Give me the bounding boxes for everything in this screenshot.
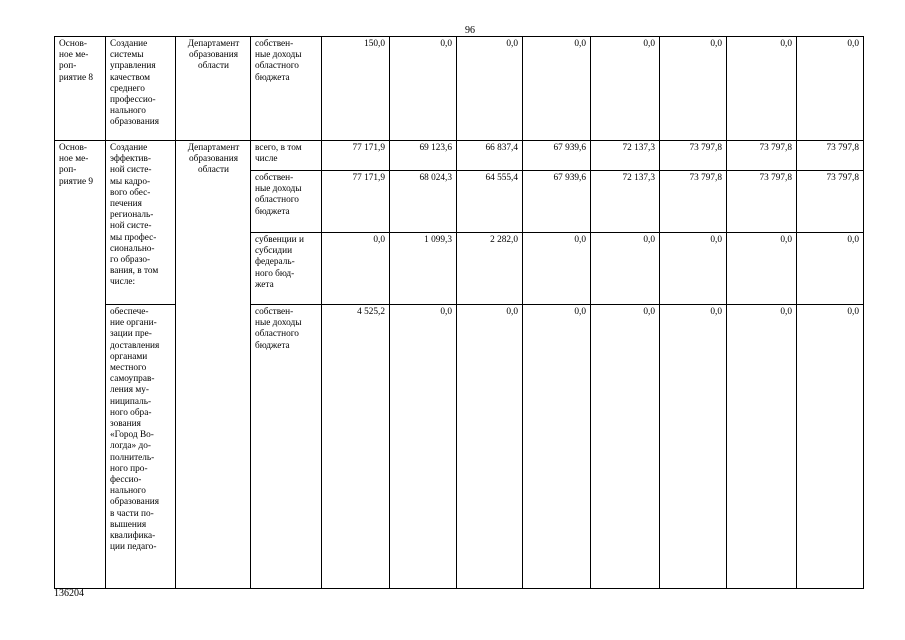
value-cell: 0,0 <box>390 305 457 589</box>
value-cell: 0,0 <box>591 233 660 305</box>
value-cell: 0,0 <box>457 37 523 141</box>
value-cell: 66 837,4 <box>457 141 523 171</box>
value-cell: 150,0 <box>322 37 390 141</box>
measure-9-title: Создание эффектив- ной систе- мы кадро- вого обес- печения региональ- ной систе- мы профес- сионально- го образо- вания, в том числе: <box>106 141 176 305</box>
value-cell: 0,0 <box>727 233 797 305</box>
value-cell: 0,0 <box>727 305 797 589</box>
source-cell: всего, в том числе <box>251 141 322 171</box>
value-cell: 77 171,9 <box>322 171 390 233</box>
value-cell: 73 797,8 <box>727 141 797 171</box>
value-cell: 0,0 <box>523 37 591 141</box>
value-cell: 72 137,3 <box>591 171 660 233</box>
value-cell: 0,0 <box>390 37 457 141</box>
value-cell: 73 797,8 <box>797 171 864 233</box>
value-cell: 0,0 <box>797 305 864 589</box>
measure-8-source: собствен- ные доходы областного бюджета <box>251 37 322 141</box>
table-row-measure-8 <box>55 37 864 141</box>
value-cell: 2 282,0 <box>457 233 523 305</box>
value-cell: 4 525,2 <box>322 305 390 589</box>
value-cell: 0,0 <box>797 37 864 141</box>
measure-8-name: Основ- ное ме- роп- риятие 8 <box>55 37 106 141</box>
value-cell: 72 137,3 <box>591 141 660 171</box>
source-cell: собствен- ные доходы областного бюджета <box>251 171 322 233</box>
value-cell: 0,0 <box>523 305 591 589</box>
source-cell: субвенции и субсидии федераль- ного бюд- жета <box>251 233 322 305</box>
value-cell: 67 939,6 <box>523 141 591 171</box>
value-cell: 0,0 <box>660 305 727 589</box>
budget-table <box>54 36 864 589</box>
measure-8-title: Создание системы управления качеством среднего профессио- нального образования <box>106 37 176 141</box>
value-cell: 73 797,8 <box>660 141 727 171</box>
page-number: 96 <box>465 25 475 36</box>
document-code: 136204 <box>54 588 84 599</box>
measure-9-department: Департамент образования области <box>176 141 251 589</box>
value-cell: 73 797,8 <box>660 171 727 233</box>
measure-8-department: Департамент образования области <box>176 37 251 141</box>
value-cell: 67 939,6 <box>523 171 591 233</box>
value-cell: 73 797,8 <box>797 141 864 171</box>
value-cell: 0,0 <box>660 233 727 305</box>
table-row-measure-9-total <box>55 141 864 171</box>
source-cell: собствен- ные доходы областного бюджета <box>251 305 322 589</box>
measure-9-sub-title: обеспече- ние органи- зации пре- доставления органами местного самоуправ- ления му- ниципаль- ного обра- зования «Город Во- логда» до- полнитель- ного про- фессио- нального образования в части по- вышения квалифика- ции педаго- <box>106 305 176 589</box>
value-cell: 0,0 <box>457 305 523 589</box>
value-cell: 64 555,4 <box>457 171 523 233</box>
value-cell: 0,0 <box>322 233 390 305</box>
value-cell: 0,0 <box>523 233 591 305</box>
value-cell: 0,0 <box>591 37 660 141</box>
value-cell: 1 099,3 <box>390 233 457 305</box>
value-cell: 0,0 <box>660 37 727 141</box>
value-cell: 69 123,6 <box>390 141 457 171</box>
value-cell: 73 797,8 <box>727 171 797 233</box>
value-cell: 0,0 <box>797 233 864 305</box>
measure-9-name: Основ- ное ме- роп- риятие 9 <box>55 141 106 589</box>
value-cell: 0,0 <box>591 305 660 589</box>
value-cell: 68 024,3 <box>390 171 457 233</box>
value-cell: 77 171,9 <box>322 141 390 171</box>
value-cell: 0,0 <box>727 37 797 141</box>
